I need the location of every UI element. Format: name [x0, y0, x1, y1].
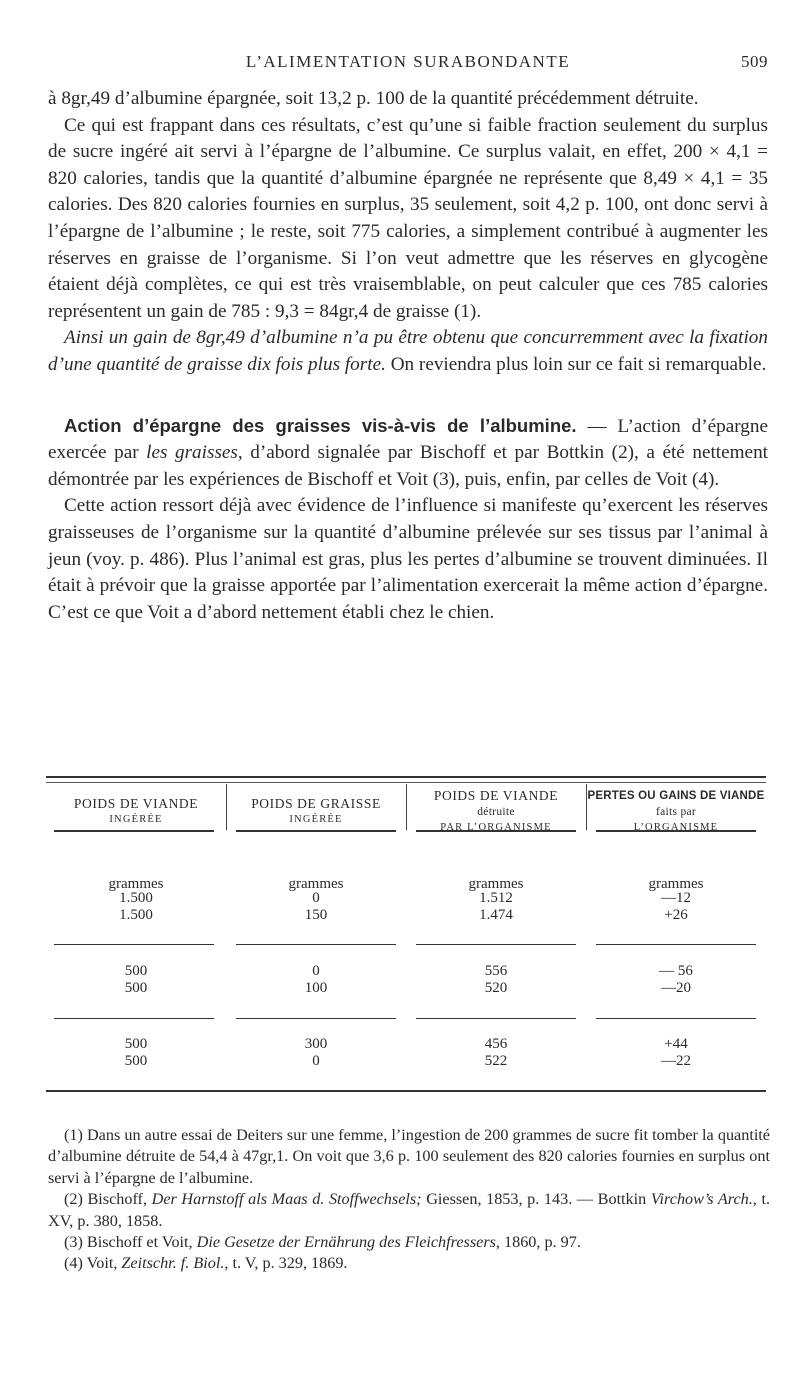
table-cell: 520	[484, 980, 508, 996]
body-text	[48, 86, 768, 626]
column-header-pertes-gains: PERTES OU GAINS DE VIANDE faits par L’ORGANISME	[587, 790, 765, 833]
column-header-viande-ingeree: POIDS DE VIANDE INGÉRÉE	[73, 796, 199, 825]
header-divider	[586, 784, 587, 830]
paragraph-sugar-results: Ce qui est frappant dans ces résultats, c’est qu’une si faible fraction seulement du surplus de sucre ingéré ait servi à l’épargne de l’albumine. Ce surplus valait, en effet, 200 × 4,1 = 820 calories, tandis que la quantité d’albumine épargnée ne représente que 8,49 × 4,1 = 35 calories. Des 820 calories fournies en surplus, 35 seulement, soit 4,2 p. 100, ont donc servi à l’épargne de l’albumine ; le reste, soit 775 calories, a simplement contribué à augmenter les réserves en graisse de l’organisme. Si l’on veut admettre que les réserves en glycogène étaient déjà complètes, ce qui est très vraisemblable, on peut calculer que ces 785 calories représentent un gain de 785 : 9,3 = 84gr,4 de graisse (1).	[48, 114, 768, 322]
footnote-2: (2) Bischoff, Der Harnstoff als Maas d. Stoffwechsels; Giessen, 1853, p. 143. — Bottkin Virchow’s Arch., t. XV, p. 380, 1858.	[48, 1190, 770, 1230]
footnote-1: (1) Dans un autre essai de Deiters sur une femme, l’ingestion de 200 grammes de sucre fit tomber la quantité d’albumine détruite de 54,4 à 47gr,1. On voit que 3,6 p. 100 seulement des 820 calories fournies en surplus ont servi à l’épargne de l’albumine.	[48, 1126, 770, 1187]
table-cell: +26	[664, 907, 688, 923]
footnote-3: (3) Bischoff et Voit, Die Gesetze der Ernährung des Fleichfressers, 1860, p. 97.	[64, 1233, 581, 1252]
footnotes	[48, 1125, 770, 1275]
group-divider	[596, 944, 756, 945]
table-cell: 0	[312, 890, 320, 906]
data-table	[46, 776, 766, 1092]
table-cell: 150	[304, 907, 328, 923]
table-cell: 0	[312, 963, 320, 979]
header-divider	[406, 784, 407, 830]
group-divider	[236, 1018, 396, 1019]
paragraph-conclusion	[48, 325, 768, 378]
conclusion-italic: Ainsi un gain de 8gr,49 d’albumine n’a pu être obtenu que concurremment avec la fixation d’une quantité de graisse dix fois plus forte.	[48, 327, 768, 375]
table-cell: 500	[124, 1053, 148, 1069]
group-divider	[54, 944, 214, 945]
page-number: 509	[741, 52, 768, 71]
paragraph-continuation: à 8gr,49 d’albumine épargnée, soit 13,2 p. 100 de la quantité précédemment détruite.	[48, 88, 699, 109]
table-cell: 500	[124, 980, 148, 996]
unit-label: grammes	[288, 876, 344, 892]
group-divider	[416, 944, 576, 945]
group-divider	[236, 944, 396, 945]
table-cell: 1.512	[479, 890, 513, 906]
header-underline	[236, 830, 396, 832]
table-cell: —22	[661, 1053, 691, 1069]
table-cell: 1.500	[119, 907, 153, 923]
table-cell: 300	[304, 1036, 328, 1052]
group-divider	[54, 1018, 214, 1019]
header-underline	[416, 830, 576, 832]
conclusion-rest: On reviendra plus loin sur ce fait si remarquable.	[385, 353, 767, 375]
fat-action-italic: les graisses	[146, 442, 238, 464]
table-cell: 556	[484, 963, 508, 979]
group-divider	[416, 1018, 576, 1019]
table-cell: 100	[304, 980, 328, 996]
fat-action-b: , d’abord signalée par Bischoff et par Bottkin (2), a été nettement démontrée par les expériences de Bischoff et Voit (3), puis, enfin, par celles de Voit (4).	[48, 442, 768, 490]
table-cell: —12	[661, 890, 691, 906]
table-cell: —20	[661, 980, 691, 996]
section-heading: Action d’épargne des graisses vis-à-vis de l’albumine.	[64, 414, 577, 436]
group-divider	[596, 1018, 756, 1019]
running-title: L’ALIMENTATION SURABONDANTE	[245, 52, 571, 71]
header-divider	[226, 784, 227, 830]
table-cell: 500	[124, 963, 148, 979]
fat-action-a: — L’action d’épargne exercée par	[48, 415, 768, 464]
paragraph-fat-reserves: Cette action ressort déjà avec évidence de l’influence si manifeste qu’exercent les réserves graisseuses de l’organisme sur la quantité d’albumine prélevée sur ses tissus par l’animal à jeun (voy. p. 486). Plus l’animal est gras, plus les pertes d’albumine se trouvent diminuées. Il était à prévoir que la graisse apportée par l’alimentation exercerait la même action d’épargne. C’est ce que Voit a d’abord nettement établi chez le chien.	[48, 495, 768, 623]
header-underline	[596, 830, 756, 832]
table-cell: 1.500	[119, 890, 153, 906]
table-cell: — 56	[659, 963, 693, 979]
unit-label: grammes	[648, 876, 704, 892]
unit-label: grammes	[108, 876, 164, 892]
unit-label: grammes	[468, 876, 524, 892]
table-cell: 500	[124, 1036, 148, 1052]
column-header-graisse-ingeree: POIDS DE GRAISSE INGÉRÉE	[251, 796, 381, 825]
running-head	[48, 52, 768, 82]
column-header-viande-detruite: POIDS DE VIANDE détruite PAR L’ORGANISME	[433, 788, 559, 833]
table-cell: +44	[664, 1036, 688, 1052]
table-cell: 456	[484, 1036, 508, 1052]
header-underline	[54, 830, 214, 832]
footnote-4: (4) Voit, Zeitschr. f. Biol., t. V, p. 329, 1869.	[64, 1254, 348, 1273]
table-cell: 1.474	[479, 907, 513, 923]
table-cell: 522	[484, 1053, 508, 1069]
paragraph-fat-action	[48, 413, 768, 494]
table-cell: 0	[312, 1053, 320, 1069]
